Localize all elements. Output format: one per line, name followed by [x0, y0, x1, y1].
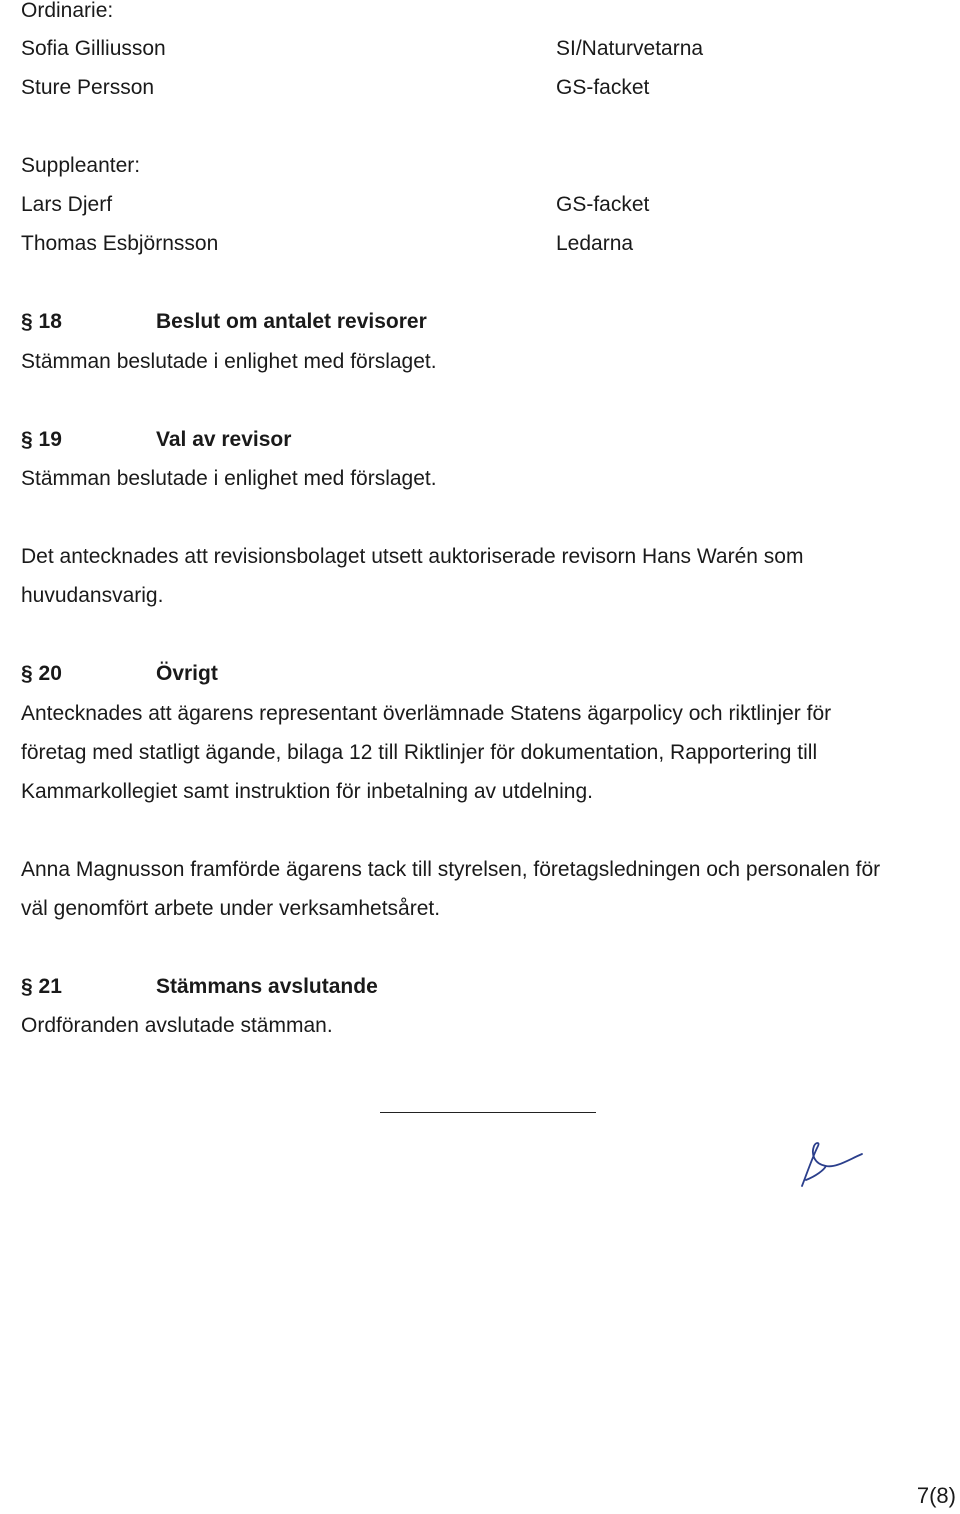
member-name: Lars Djerf: [21, 193, 113, 216]
member-org: GS-facket: [556, 76, 650, 99]
member-org: GS-facket: [556, 193, 650, 216]
section-title: Stämmans avslutande: [156, 975, 378, 998]
section-text: Stämman beslutade i enlighet med förslaget.: [21, 467, 437, 490]
page-number: 7(8): [916, 1483, 956, 1508]
member-name: Thomas Esbjörnsson: [21, 232, 219, 255]
section-number: § 20: [21, 662, 62, 685]
signature-mark: [796, 1138, 866, 1190]
section-number: § 18: [21, 310, 62, 333]
section-text: Stämman beslutade i enlighet med förslaget.: [21, 350, 437, 373]
suppleanter-heading: Suppleanter:: [21, 154, 141, 177]
member-org: SI/Naturvetarna: [556, 37, 704, 60]
paragraph-line: Det antecknades att revisionsbolaget utsett auktoriserade revisorn Hans Warén som: [21, 545, 804, 568]
section-title: Övrigt: [156, 662, 218, 685]
section-number: § 19: [21, 428, 62, 451]
paragraph-line: företag med statligt ägande, bilaga 12 till Riktlinjer för dokumentation, Rapportering till: [21, 741, 818, 764]
paragraph-line: Kammarkollegiet samt instruktion för inbetalning av utdelning.: [21, 780, 593, 803]
ordinarie-heading: Ordinarie:: [21, 0, 114, 22]
paragraph-line: väl genomfört arbete under verksamhetsåret.: [21, 897, 441, 920]
member-org: Ledarna: [556, 232, 634, 255]
signature-line: [380, 1112, 596, 1113]
paragraph-line: Anna Magnusson framförde ägarens tack till styrelsen, företagsledningen och personalen för: [21, 858, 881, 881]
member-name: Sture Persson: [21, 76, 155, 99]
paragraph-line: Antecknades att ägarens representant överlämnade Statens ägarpolicy och riktlinjer för: [21, 702, 832, 725]
paragraph-line: huvudansvarig.: [21, 584, 164, 607]
section-title: Val av revisor: [156, 428, 292, 451]
member-name: Sofia Gilliusson: [21, 37, 166, 60]
section-number: § 21: [21, 975, 62, 998]
section-text: Ordföranden avslutade stämman.: [21, 1014, 333, 1037]
section-title: Beslut om antalet revisorer: [156, 310, 427, 333]
